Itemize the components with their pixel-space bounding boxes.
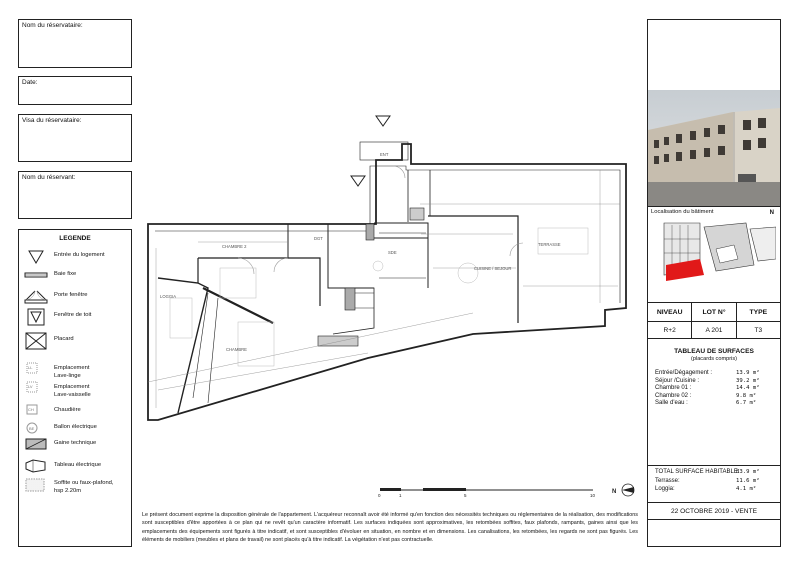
legend-label: Emplacement Lave-linge [54, 365, 90, 379]
total-value: 11.6 m² [736, 477, 760, 484]
total-row [648, 486, 780, 494]
boiler-icon [23, 403, 49, 421]
surfaces-list [648, 370, 780, 408]
electric-panel-icon [23, 458, 49, 476]
location-title: Localisation du bâtiment [651, 209, 714, 215]
lot-table [648, 302, 780, 408]
surface-row [648, 400, 780, 408]
room-degt: DGT [314, 236, 323, 241]
closet-icon [23, 332, 49, 350]
room-sde: SDE [388, 250, 397, 255]
svg-text:CH: CH [28, 407, 34, 412]
scale-bar [378, 488, 596, 498]
legend-item [21, 288, 131, 308]
surface-label: Chambre 02 : [655, 392, 692, 399]
building-photo [648, 90, 780, 206]
header-lot: LOT N° [691, 303, 735, 321]
surface-label: Séjour /Cuisine : [655, 377, 700, 384]
total-value: 4.1 m² [736, 486, 757, 493]
surface-value: 6.7 m² [736, 400, 757, 407]
north-arrow-icon [612, 484, 634, 496]
legend-label: Soffite ou faux-plafond, hsp 2.20m [54, 480, 114, 494]
title-block [647, 19, 781, 547]
location-north: N [769, 210, 774, 216]
floor-plan [138, 108, 638, 500]
totals [648, 465, 780, 494]
fixed-window-icon [23, 267, 49, 285]
svg-text:LV: LV [28, 384, 33, 389]
date-box[interactable] [18, 76, 132, 105]
legend-label: Fenêtre de toit [54, 312, 92, 318]
scale-label: 5 [464, 493, 467, 498]
surface-label: Chambre 01 : [655, 385, 692, 392]
legend-title: LEGENDE [59, 235, 91, 242]
svg-text:BE: BE [29, 426, 35, 431]
room-entree: ENT [380, 152, 389, 157]
room-terrasse: TERRASSE [538, 242, 561, 247]
legend-item [21, 458, 131, 478]
tech-shaft-icon [23, 436, 49, 454]
legend-label: Chaudière [54, 407, 81, 413]
surfaces-subtitle: (placards compris) [690, 356, 737, 362]
scale-label: 0 [378, 493, 381, 498]
legend-label: Gaine technique [54, 440, 97, 446]
legend-item [21, 248, 131, 268]
surface-row [648, 385, 780, 393]
room-chambre1: CHAMBRE [226, 347, 247, 352]
legend-item [21, 476, 131, 496]
washer-slot-icon [23, 361, 49, 379]
visa-label: Visa du réservataire: [22, 117, 82, 124]
room-loggia: LOGGIA [160, 294, 177, 299]
entry-triangle-icon [351, 176, 365, 186]
scale-label: 1 [399, 493, 402, 498]
total-row [648, 469, 780, 477]
legend-item [21, 361, 131, 379]
legend-label: Placard [54, 336, 74, 342]
header-niveau: NIVEAU [656, 308, 683, 316]
header-type: TYPE [736, 303, 780, 321]
legend-item [21, 267, 131, 287]
surface-row [648, 370, 780, 378]
location-map [654, 219, 776, 299]
roof-window-icon [23, 308, 49, 326]
surface-row [648, 378, 780, 386]
reservataire-label: Nom du réservataire: [22, 22, 83, 29]
surface-value: 39.2 m² [736, 377, 760, 384]
room-chambre2: CHAMBRE 2 [222, 244, 247, 249]
soffit-icon [23, 476, 49, 494]
surface-label: Salle d'eau : [655, 400, 688, 407]
legend-label: Porte fenêtre [54, 292, 88, 298]
disclaimer: Le présent document exprime la disposition générale de l'appartement. L'acquéreur reconnaît avoir été informé qu'en fonction des nécessités techniques ou réglementaires de la réalisation, des modifications sont susceptibles d'être apportées à ce plan qui ne revêt qu'un caractère informatif. Les surfaces indiquées sont approximatives, les retombées soffites, faux plafonds, rampants, gaines ainsi que les emplacements des équipements sont figurés à titre indicatif, et sont susceptibles d'évoluer en situation, en nombre et en dimensions. Les canalisations, les retombées, les regards ne sont pas figurés. Les éléments de mobiliers (meubles et plans de travail) ne sont placés qu'à titre indicatif. La végétation n'est pas contractuelle. [142, 512, 638, 543]
dishwasher-slot-icon [23, 380, 49, 398]
legend [18, 229, 132, 547]
total-label: TOTAL SURFACE HABITABLE: [655, 469, 740, 475]
legend-item [21, 332, 131, 352]
entry-triangle-icon [23, 248, 49, 266]
legend-label: Baie fixe [54, 271, 77, 277]
surface-value: 14.4 m² [736, 385, 760, 392]
date-label: Date: [22, 79, 38, 86]
total-row [648, 478, 780, 486]
value-type: T3 [736, 322, 780, 338]
reservant-label: Nom du réservant: [22, 174, 76, 181]
french-door-icon [23, 288, 49, 306]
legend-item [21, 380, 131, 398]
entry-triangle-icon [376, 116, 390, 126]
room-sejour: CUISINE / SEJOUR [474, 266, 512, 271]
total-value: 83.9 m² [736, 469, 760, 475]
legend-item [21, 308, 131, 328]
value-lot: A 201 [691, 322, 735, 338]
visa-box[interactable] [18, 114, 132, 162]
legend-label: Entrée du logement [54, 252, 105, 258]
reservant-box[interactable] [18, 171, 132, 219]
surfaces-title: TABLEAU DE SURFACES [674, 348, 754, 355]
total-label: Loggia: [655, 486, 675, 493]
location-box [648, 206, 780, 302]
legend-label: Emplacement Lave-vaisselle [54, 384, 91, 398]
value-niveau: R+2 [663, 326, 676, 334]
legend-item [21, 436, 131, 456]
svg-text:LL: LL [28, 365, 33, 370]
legend-label: Ballon électrique [54, 424, 97, 430]
reservataire-box[interactable] [18, 19, 132, 68]
surface-row [648, 393, 780, 401]
scale-label: 10 [590, 493, 596, 498]
date-stamp: 22 OCTOBRE 2019 - VENTE [648, 502, 780, 520]
legend-label: Tableau électrique [54, 462, 102, 468]
surface-value: 9.8 m² [736, 392, 757, 399]
surface-value: 13.9 m² [736, 370, 760, 376]
north-label: N [612, 489, 617, 495]
surface-label: Entrée/Dégagement : [655, 370, 713, 376]
total-label: Terrasse: [655, 477, 680, 484]
